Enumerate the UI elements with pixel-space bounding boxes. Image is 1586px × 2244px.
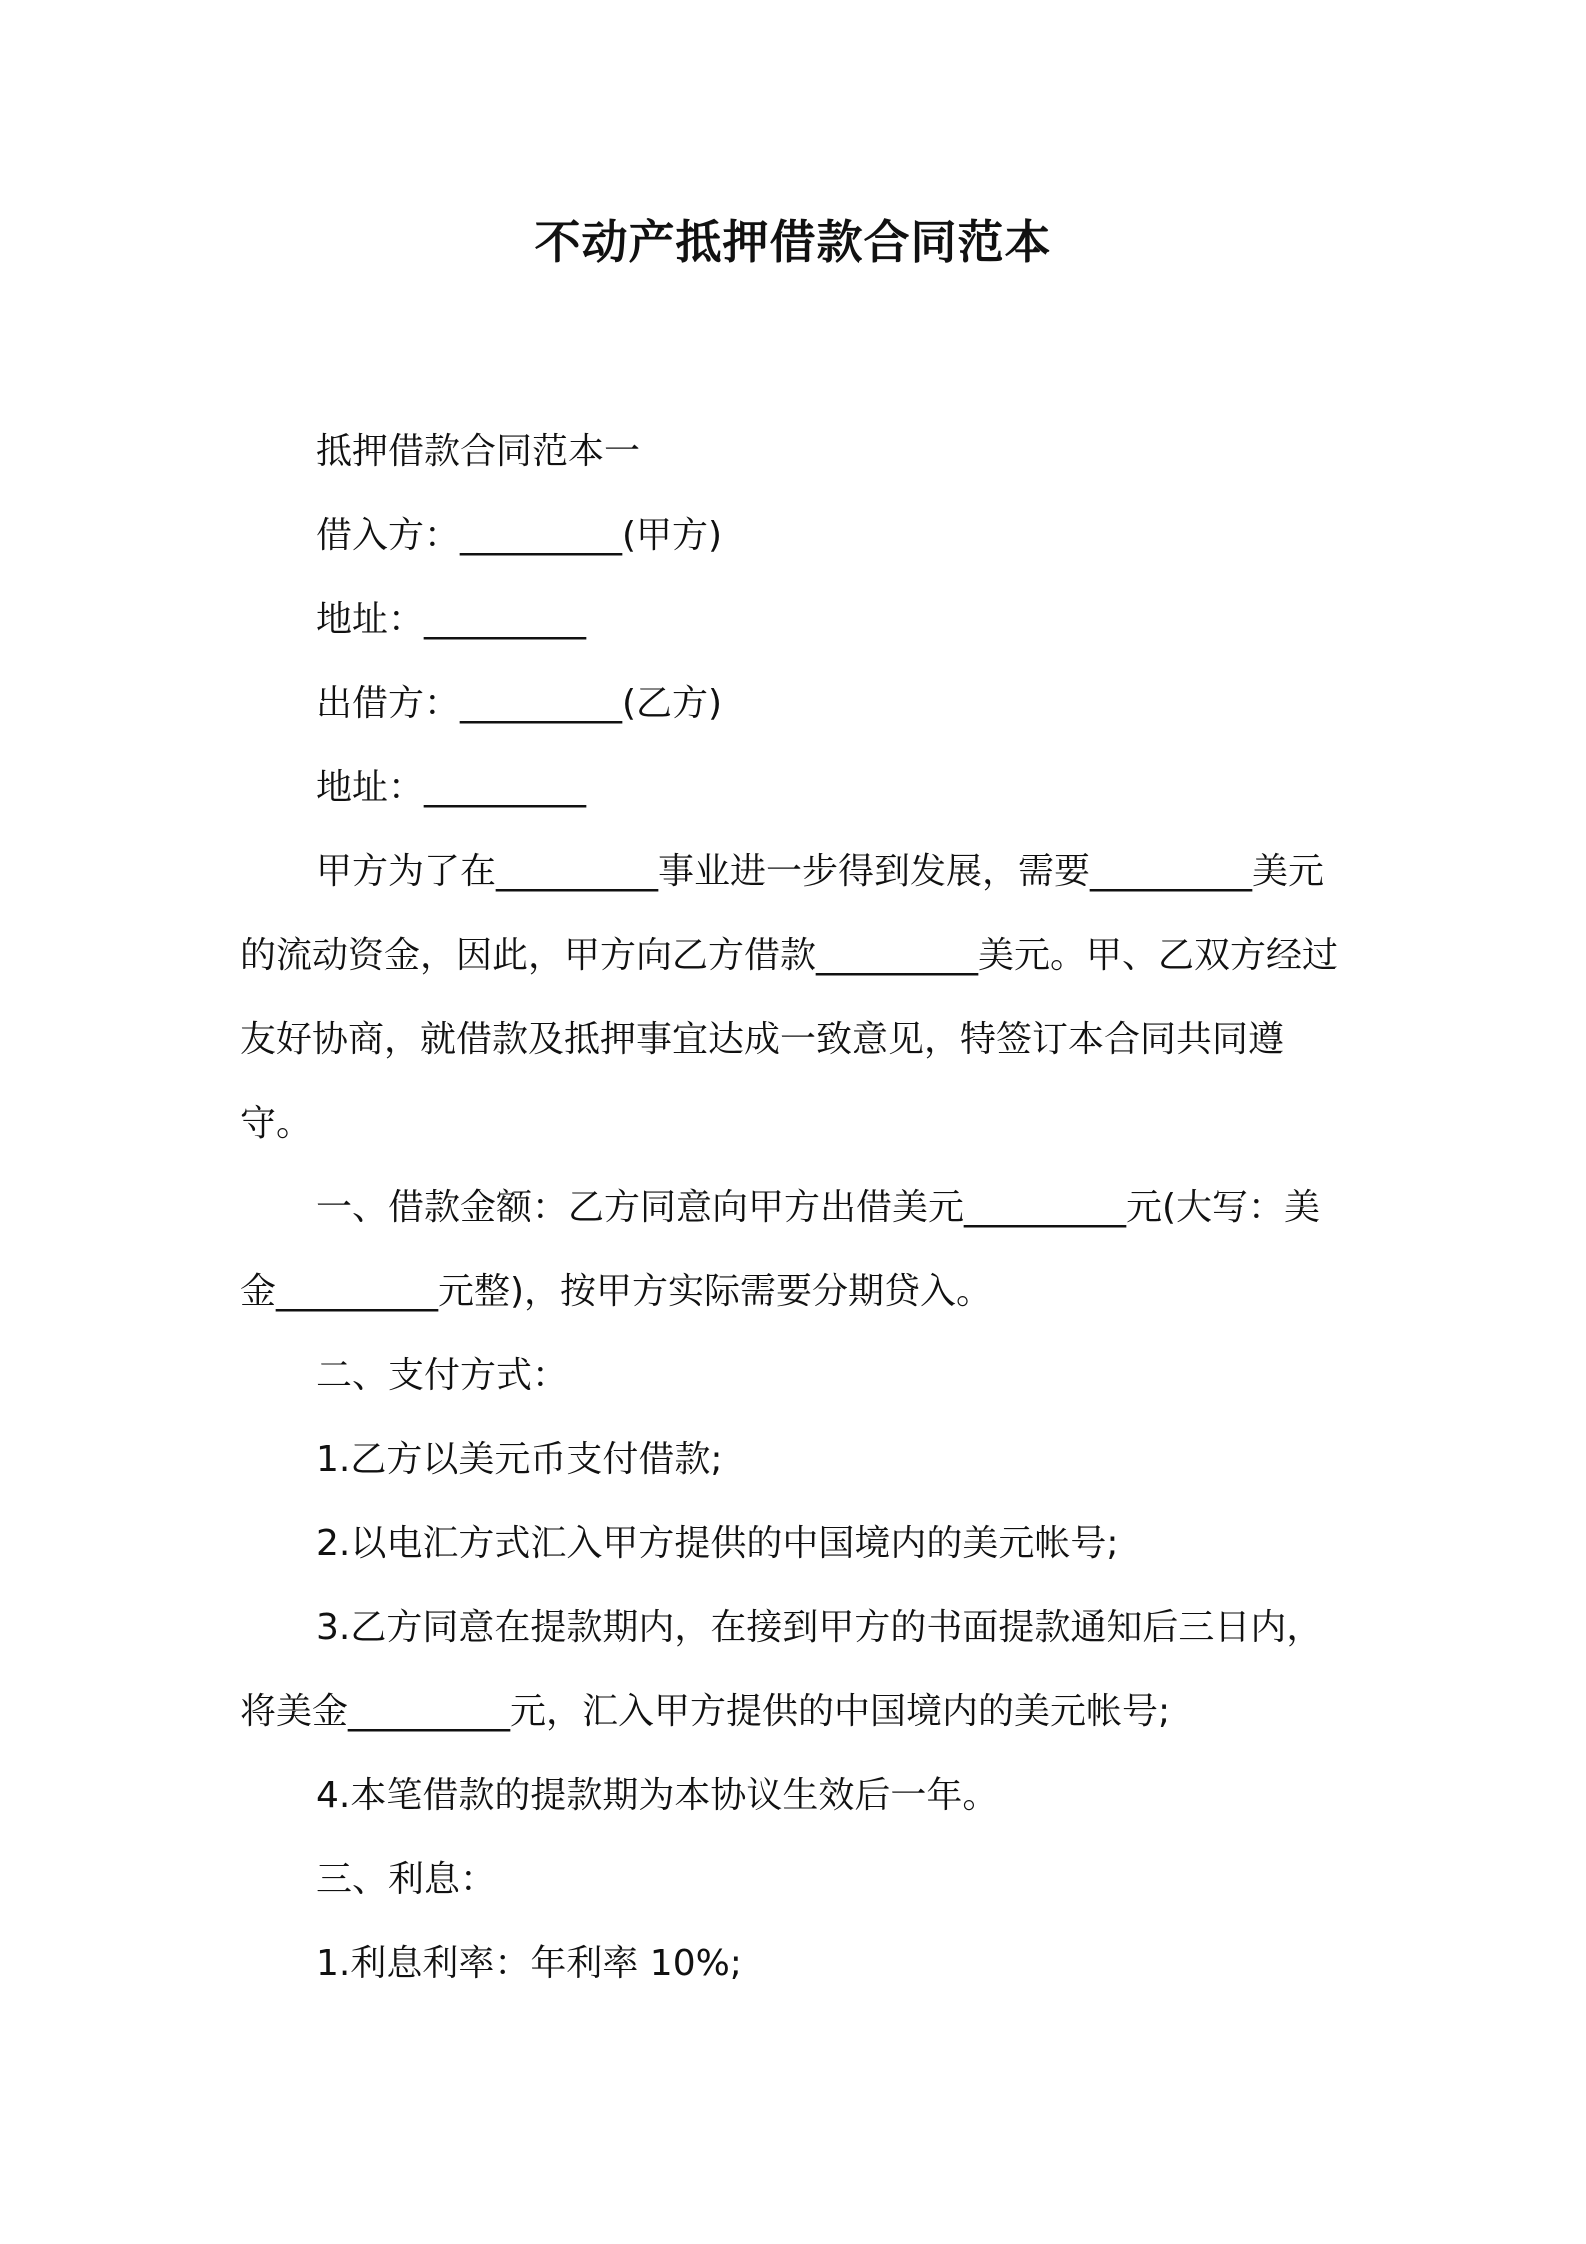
loan-amount-paragraph: 一、借款金额：乙方同意向甲方出借美元_________元(大写：美金_________元整)，按甲方实际需要分期贷入。 — [240, 1187, 1321, 1312]
interest-item-1: 1.利息利率：年利率 10%; — [316, 1943, 742, 1984]
borrower-address-line: 地址：_________ — [316, 599, 587, 640]
payment-method-heading: 二、支付方式： — [316, 1355, 569, 1396]
document-title: 不动产抵押借款合同范本 — [534, 215, 1052, 269]
section-heading: 抵押借款合同范本一 — [316, 431, 641, 472]
interest-heading: 三、利息： — [316, 1859, 497, 1900]
borrower-line: 借入方：_________(甲方) — [316, 515, 723, 556]
payment-item-4: 4.本笔借款的提款期为本协议生效后一年。 — [316, 1775, 999, 1816]
payment-item-1: 1.乙方以美元币支付借款; — [316, 1439, 723, 1480]
payment-item-2: 2.以电汇方式汇入甲方提供的中国境内的美元帐号; — [316, 1523, 1119, 1564]
lender-address-line: 地址：_________ — [316, 767, 587, 808]
payment-item-3: 3.乙方同意在提款期内，在接到甲方的书面提款通知后三日内，将美金_________元，汇入甲方提供的中国境内的美元帐号; — [240, 1607, 1323, 1732]
lender-line: 出借方：_________(乙方) — [316, 683, 723, 724]
document-body — [240, 410, 1350, 2006]
preamble-paragraph: 甲方为了在_________事业进一步得到发展，需要_________美元的流动资金，因此，甲方向乙方借款_________美元。甲、乙双方经过友好协商，就借款及抵押事宜达成一致意见，特签订本合同共同遵守。 — [240, 851, 1339, 1144]
